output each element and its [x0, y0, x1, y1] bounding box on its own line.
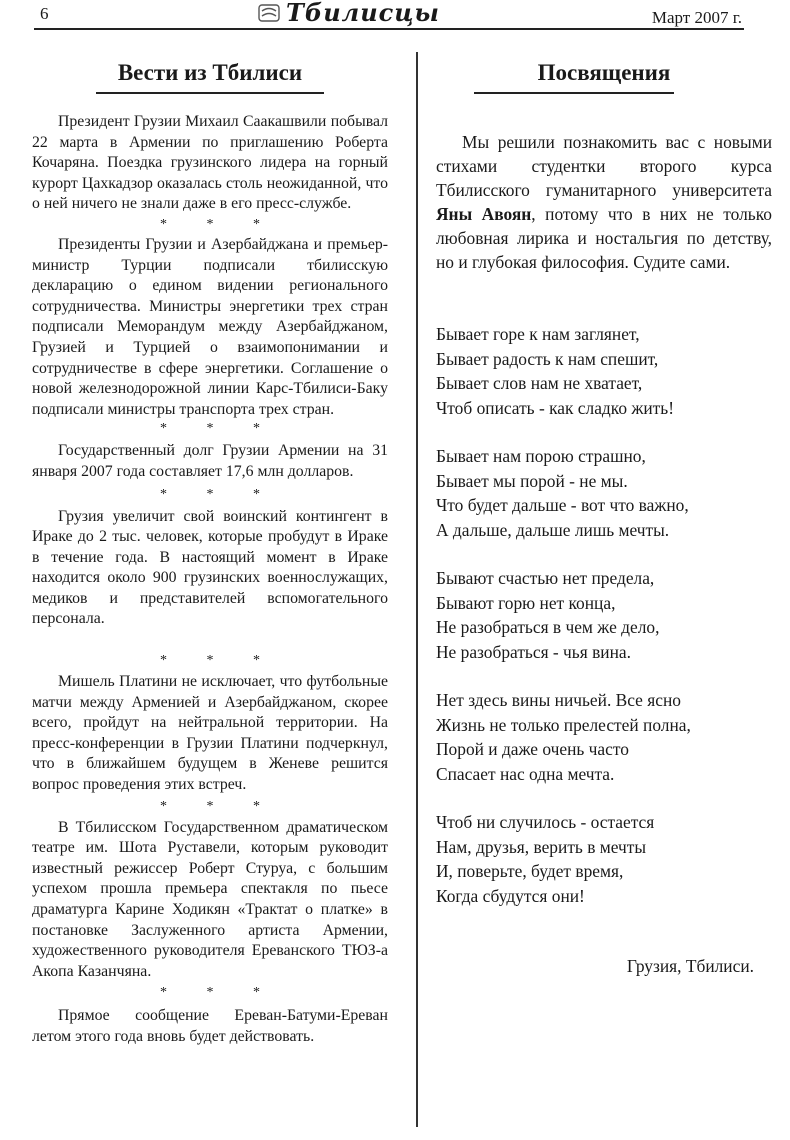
poem-line: Спасает нас одна мечта.	[436, 763, 615, 784]
news-separator: * * *	[160, 216, 278, 232]
poem-stanza	[436, 444, 772, 542]
news-item: Президент Грузии Михаил Саакашвили побывал 22 марта в Армении по приглашению Роберта Кочаряна. Поездка грузинского лидера на горный курорт Цахкадзор оказалась столь неожиданной, что о ней ничего не знали даже в его пресс-службе.	[32, 113, 388, 213]
poem-line: Бывает горе к нам заглянет,	[436, 324, 640, 344]
news-item: Мишель Платини не исключает, что футбольные матчи между Арменией и Азербайджаном, скорее всего, пройдут на нейтральной территории. На пресс-конференции в Грузии Платини подчеркнул, что в ближайшем будущем в Женеве решится вопрос проведения этих встреч.	[32, 673, 388, 794]
poem-line: Бывает нам порою страшно,	[436, 446, 646, 466]
poem-line: Нет здесь вины ничьей. Все ясно	[436, 690, 681, 710]
news-separator: * * *	[160, 985, 278, 1001]
poem-line: Не разобраться - чья вина.	[436, 641, 631, 662]
news-separator: * * *	[160, 798, 278, 814]
masthead-logo	[258, 0, 440, 26]
news-column-title: Вести из Тбилиси	[117, 60, 303, 85]
news-column	[32, 56, 388, 1048]
poem-line: Чтоб описать - как сладко жить!	[436, 397, 675, 418]
poem-line: А дальше, дальше лишь мечты.	[436, 519, 670, 540]
poem-signature: Грузия, Тбилиси.	[626, 956, 754, 976]
issue-date: Март 2007 г.	[651, 8, 742, 27]
poem-line: Что будет дальше - вот что важно,	[436, 495, 689, 515]
poem-stanza	[436, 688, 772, 786]
page-number: 6	[40, 4, 49, 23]
poem-line: Не разобраться в чем же дело,	[436, 617, 660, 637]
poem-line: Бывает слов нам не хватает,	[436, 373, 643, 393]
poem-stanza	[436, 810, 772, 908]
author-name: Яны Авоян	[436, 204, 532, 224]
poem-line: И, поверьте, будет время,	[436, 861, 624, 881]
dedications-column-title: Посвящения	[537, 60, 671, 85]
poem-line: Жизнь не только прелестей полна,	[436, 714, 691, 735]
newspaper-emblem-icon	[258, 3, 280, 23]
news-separator: * * *	[160, 421, 278, 437]
poem-stanza	[436, 322, 772, 420]
page-header	[0, 0, 790, 34]
news-item: В Тбилисском Государственном драматическом театре им. Шота Руставели, которым руководит известный режиссер Роберт Стуруа, с большим успехом прошла премьера спектакля по пьесе драматурга Карине Ходикян «Трактат о платке» в постановке Заслуженного артиста Армении, художественного руководителя Ереванского ТЮЗ-а Акопа Казанчяна.	[32, 818, 388, 980]
news-item: Грузия увеличит свой воинский контингент в Ираке до 2 тыс. человек, которые пробудут в Ираке в течение года. В настоящий момент в Ираке находится около 900 грузинских военнослужащих, медиков и представителей вспомогательного персонала.	[32, 507, 388, 628]
intro-text: Мы решили познакомить вас с новыми стихами студентки второго курса Тбилисского гуманитарного университета	[436, 132, 772, 200]
intro-paragraph	[436, 130, 772, 274]
news-item: Государственный долг Грузии Армении на 31 января 2007 года составляет 17,6 млн долларов.	[32, 442, 388, 480]
news-separator: * * *	[160, 486, 278, 502]
news-separator: * * *	[160, 653, 278, 669]
poem-line: Бывает радость к нам спешит,	[436, 348, 659, 369]
poem-line: Бывают горю нет конца,	[436, 592, 616, 613]
dedications-column	[436, 56, 772, 977]
news-item: Президенты Грузии и Азербайджана и премьер-министр Турции подписали тбилисскую декларацию о едином видении регионального сотрудничества. Министры энергетики трех стран подписали Меморандум между Азербайджаном, Грузией и Турцией о взаимопонимании и сотрудничестве в сфере энергетики. Соглашение о новой железнодорожной линии Карс-Тбилиси-Баку подписали министры транспорта трех стран.	[32, 235, 388, 418]
news-item: Прямое сообщение Ереван-Батуми-Ереван летом этого года вновь будет действовать.	[32, 1007, 388, 1045]
poem-line: Когда сбудутся они!	[436, 885, 585, 906]
masthead-title: Тбилисцы	[286, 0, 440, 27]
poem-line: Нам, друзья, верить в мечты	[436, 836, 647, 857]
column-divider	[416, 52, 418, 1127]
poem-line: Порой и даже очень часто	[436, 739, 629, 759]
poem-line: Бывает мы порой - не мы.	[436, 470, 628, 491]
poem-stanza	[436, 566, 772, 664]
intro-text-continued: , потому что в них не только любовная лирика и ностальгия по детству, но и глубокая философия. Судите сами.	[436, 204, 772, 272]
poem-line: Чтоб ни случилось - остается	[436, 812, 655, 832]
poem-line: Бывают счастью нет предела,	[436, 568, 655, 588]
header-rule	[34, 28, 744, 30]
